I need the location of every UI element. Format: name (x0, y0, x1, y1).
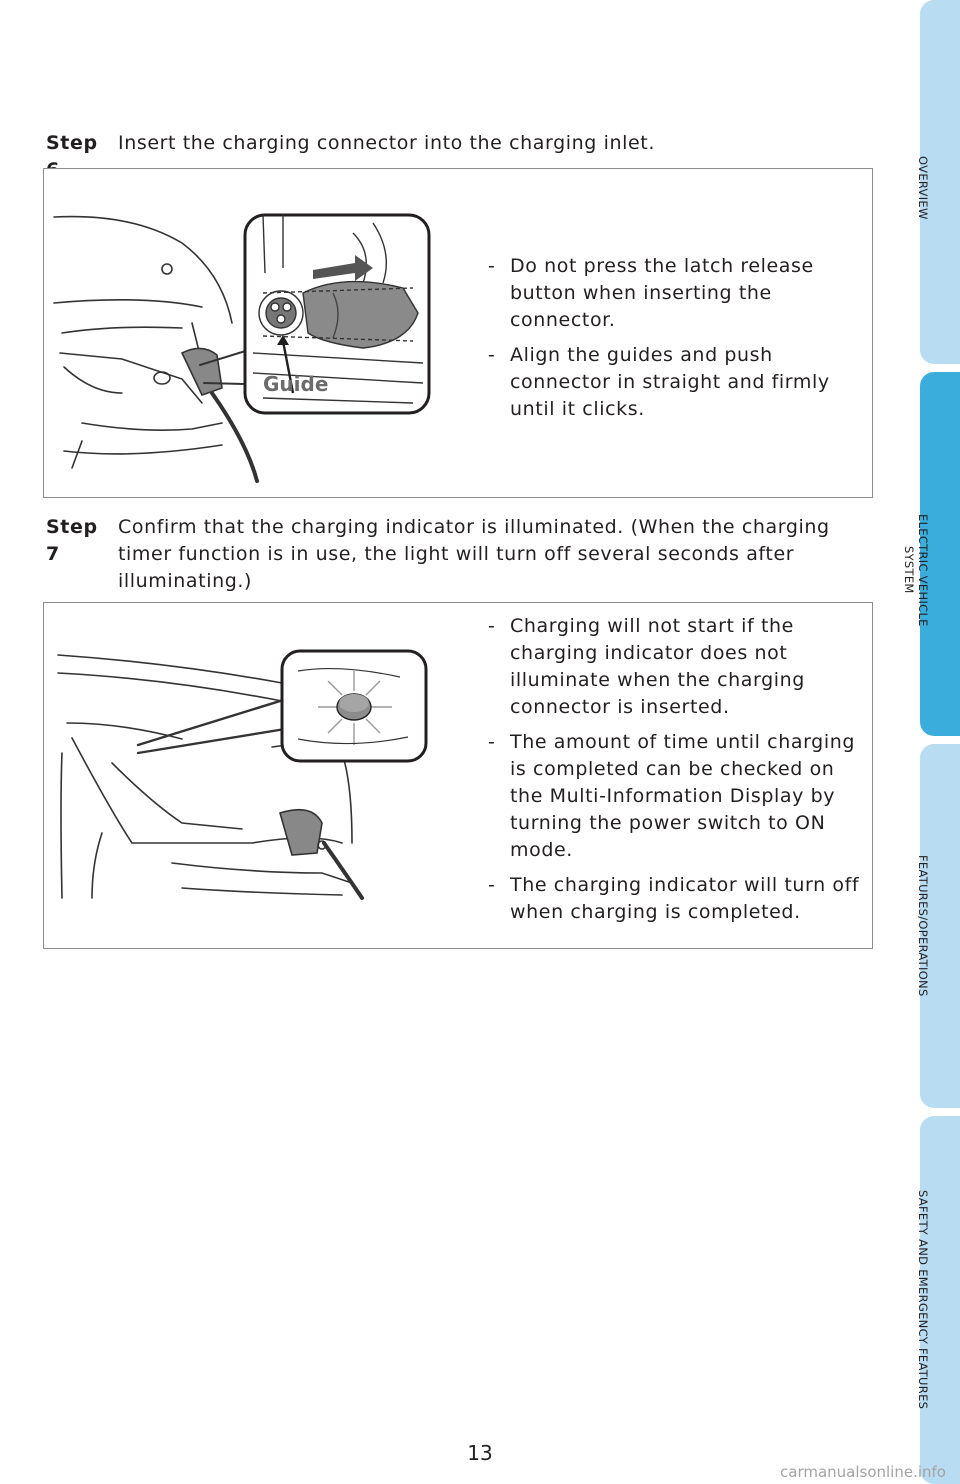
dash-bullet: - (488, 615, 496, 637)
guide-label: Guide (263, 372, 329, 396)
step-7-figure-box (43, 602, 873, 949)
step-6-figure-box (43, 168, 873, 498)
tab-label-features-operations: FEATURES/OPERATIONS (916, 854, 930, 997)
note-text: The charging indicator will turn off when charging is completed. (510, 874, 860, 923)
dash-bullet: - (488, 255, 496, 277)
note-item (480, 729, 870, 864)
note-item (480, 342, 870, 423)
indicator-callout-inset (280, 649, 428, 764)
step-6-notes (480, 253, 870, 431)
step-6-text: Insert the charging connector into the charging inlet. (118, 132, 655, 154)
note-item (480, 253, 870, 334)
note-item (480, 872, 870, 926)
step-6-label: Step (46, 132, 98, 154)
tab-label-safety-emergency: SAFETY AND EMERGENCY FEATURES (916, 1190, 930, 1410)
tab-label-overview: OVERVIEW (916, 155, 930, 220)
watermark: carmanualsonline.info (780, 1463, 946, 1481)
dash-bullet: - (488, 731, 496, 753)
note-text: Charging will not start if the charging indicator does not illuminate when the charging connector is inserted. (510, 615, 805, 718)
dash-bullet: - (488, 874, 496, 896)
note-text: Do not press the latch release button when inserting the connector. (510, 255, 814, 331)
step-7-text: Confirm that the charging indicator is illuminated. (When the charging timer function is in use, the light will turn off several seconds after illuminating.) (118, 516, 830, 592)
guide-callout-inset (243, 213, 433, 418)
note-text: Align the guides and push connector in straight and firmly until it clicks. (510, 344, 830, 420)
note-item (480, 613, 870, 721)
dash-bullet: - (488, 344, 496, 366)
step-7-label: Step 7 (46, 516, 98, 565)
step-7-notes (480, 613, 870, 934)
page-number: 13 (467, 1441, 493, 1465)
tab-label-electric-vehicle-system: ELECTRIC VEHICLE SYSTEM (902, 513, 930, 627)
note-text: The amount of time until charging is completed can be checked on the Multi-Information Display by turning the power switch to ON mode. (510, 731, 856, 861)
